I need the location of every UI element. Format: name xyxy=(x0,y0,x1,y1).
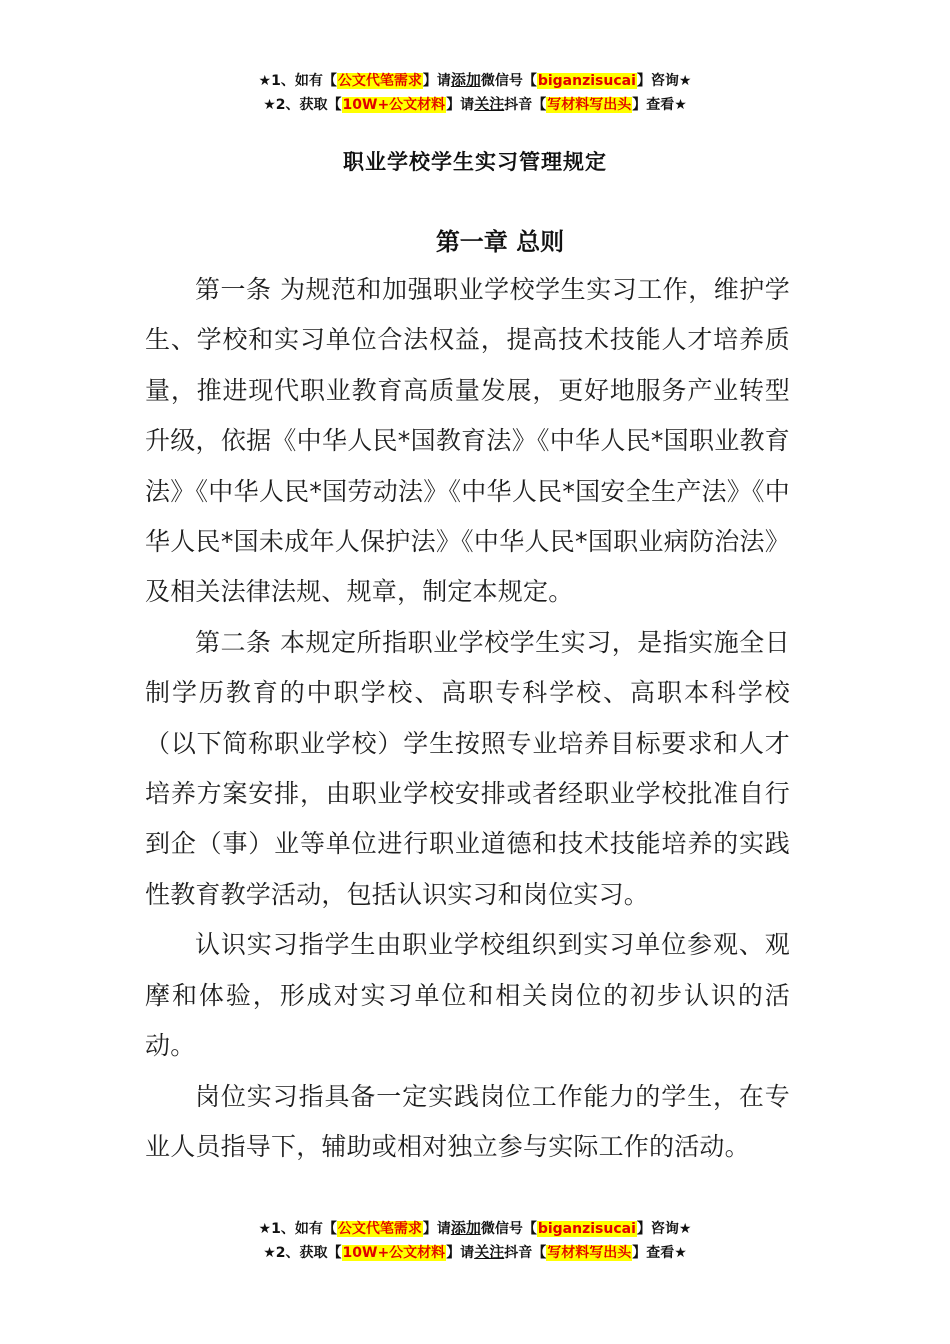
banner-text: 微信号【 xyxy=(480,1221,537,1237)
paragraph-post-internship: 岗位实习指具备一定实践岗位工作能力的学生，在专业人员指导下，辅助或相对独立参与实际工作的活动。 xyxy=(145,1081,790,1161)
paragraph-article-2: 第二条 本规定所指职业学校学生实习，是指实施全日制学历教育的中职学校、高职专科学校、高职本科学校（以下简称职业学校）学生按照专业培养目标要求和人才培养方案安排，由职业学校安排或者经职业学校批准自行到企（事）业等单位进行职业道德和技术技能培养的实践性教育教学活动，包括认识实习和岗位实习。 xyxy=(145,627,790,909)
highlight-wechat-id: biganzisucai xyxy=(537,73,636,89)
paragraph-cognitive-internship: 认识实习指学生由职业学校组织到实习单位参观、观摩和体验，形成对实习单位和相关岗位的初步认识的活动。 xyxy=(145,930,790,1061)
banner-text: 】请 xyxy=(422,1221,451,1237)
banner-text: 】咨询★ xyxy=(636,73,692,89)
banner-text: 】查看★ xyxy=(632,1245,687,1261)
banner-text: ★1、如有【 xyxy=(258,73,337,89)
banner-line-1 xyxy=(0,69,950,93)
emphasis-follow: 关注 xyxy=(474,1243,505,1261)
banner-line-1 xyxy=(0,1217,950,1241)
highlight-douyin-account: 写材料写出头 xyxy=(547,1245,632,1261)
banner-text: 】请 xyxy=(446,1245,475,1261)
header-banner xyxy=(0,69,950,117)
paragraph-article-1: 第一条 为规范和加强职业学校学生实习工作，维护学生、学校和实习单位合法权益，提高技术技能人才培养质量，推进现代职业教育高质量发展，更好地服务产业转型升级，依据《中华人民*国教育法》《中华人民*国职业教育法》《中华人民*国劳动法》《中华人民*国安全生产法》《中华人民*国未成年人保护法》《中华人民*国职业病防治法》及相关法律法规、规章，制定本规定。 xyxy=(145,275,790,607)
banner-text: ★1、如有【 xyxy=(258,1221,337,1237)
footer-banner xyxy=(0,1217,950,1265)
chapter-heading: 第一章 总则 xyxy=(435,228,565,256)
highlight-service: 公文代笔需求 xyxy=(337,73,422,89)
banner-text: ★2、获取【 xyxy=(263,1245,342,1261)
banner-text: 】请 xyxy=(446,97,475,113)
banner-line-2 xyxy=(0,93,950,117)
emphasis-follow: 关注 xyxy=(474,95,505,113)
highlight-douyin-account: 写材料写出头 xyxy=(547,97,632,113)
banner-text: 微信号【 xyxy=(480,73,537,89)
banner-text: 】查看★ xyxy=(632,97,687,113)
document-body xyxy=(145,265,790,1172)
highlight-materials: 10W+公文材料 xyxy=(342,97,446,113)
highlight-service: 公文代笔需求 xyxy=(337,1221,422,1237)
highlight-wechat-id: biganzisucai xyxy=(537,1221,636,1237)
banner-text: 】请 xyxy=(422,73,451,89)
emphasis-add: 添加 xyxy=(450,71,481,89)
banner-text: 】咨询★ xyxy=(636,1221,692,1237)
document-title: 职业学校学生实习管理规定 xyxy=(343,150,607,174)
banner-text: 抖音【 xyxy=(504,1245,547,1261)
banner-line-2 xyxy=(0,1241,950,1265)
banner-text: 抖音【 xyxy=(504,97,547,113)
highlight-materials: 10W+公文材料 xyxy=(342,1245,446,1261)
banner-text: ★2、获取【 xyxy=(263,97,342,113)
emphasis-add: 添加 xyxy=(450,1219,481,1237)
